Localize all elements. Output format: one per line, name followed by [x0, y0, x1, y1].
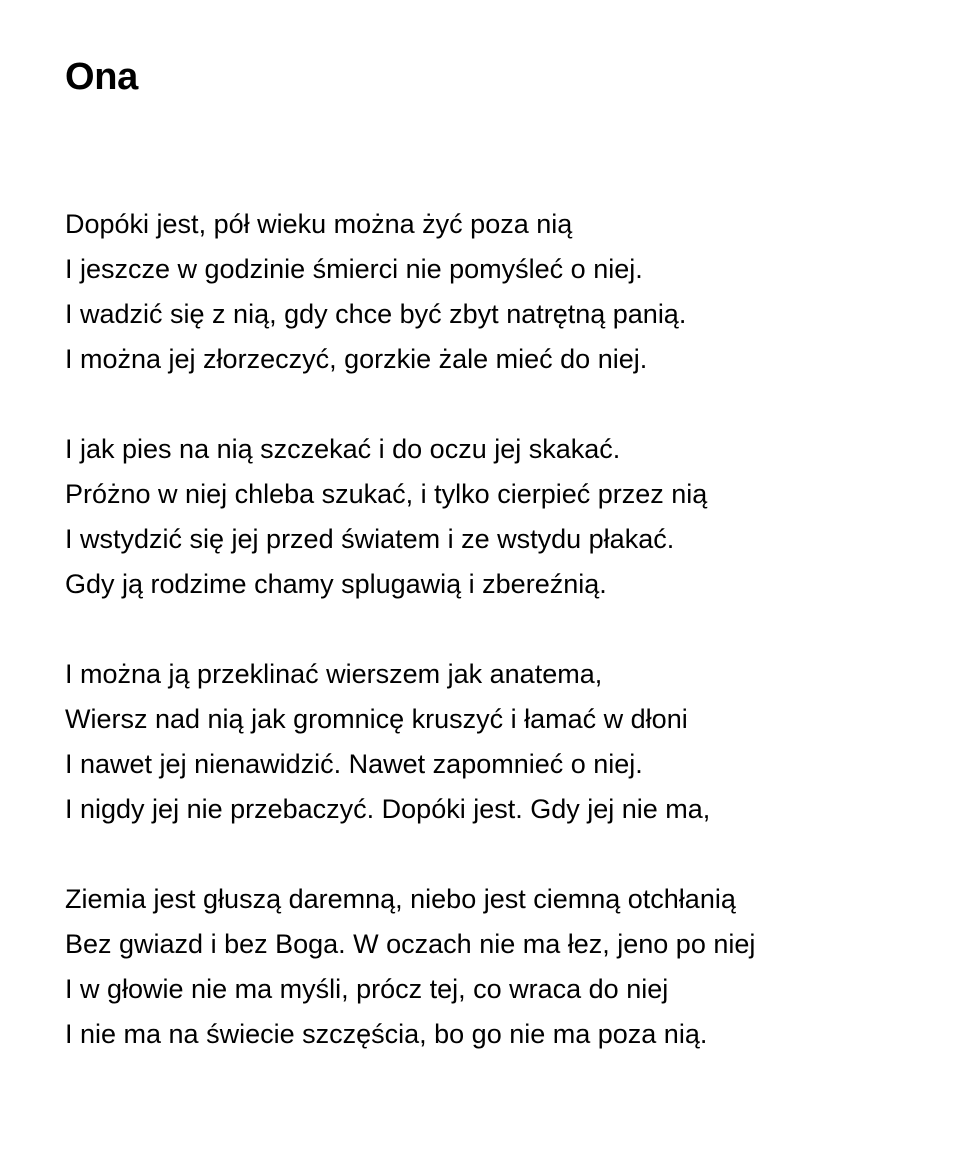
poem-line: Bez gwiazd i bez Boga. W oczach nie ma łez, jeno po niej	[65, 929, 756, 959]
poem-line: I można ją przeklinać wierszem jak anatema,	[65, 659, 603, 689]
poem-line: I w głowie nie ma myśli, prócz tej, co wraca do niej	[65, 974, 669, 1004]
poem-line: I nigdy jej nie przebaczyć. Dopóki jest. Gdy jej nie ma,	[65, 794, 711, 824]
poem-line: I jak pies na nią szczekać i do oczu jej skakać.	[65, 434, 621, 464]
stanza-4	[65, 877, 972, 1057]
poem-line: Próżno w niej chleba szukać, i tylko cierpieć przez nią	[65, 479, 708, 509]
poem-line: Ziemia jest głuszą daremną, niebo jest ciemną otchłanią	[65, 884, 736, 914]
poem-line: I nie ma na świecie szczęścia, bo go nie ma poza nią.	[65, 1019, 708, 1049]
poem-line: Dopóki jest, pół wieku można żyć poza nią	[65, 209, 573, 239]
poem-line: I można jej złorzeczyć, gorzkie żale mieć do niej.	[65, 344, 648, 374]
poem-line: I jeszcze w godzinie śmierci nie pomyśleć o niej.	[65, 254, 643, 284]
poem-body	[65, 202, 972, 1057]
stanza-2	[65, 427, 972, 607]
poem-line: Wiersz nad nią jak gromnicę kruszyć i łamać w dłoni	[65, 704, 688, 734]
poem-line: I nawet jej nienawidzić. Nawet zapomnieć o niej.	[65, 749, 643, 779]
stanza-3	[65, 652, 972, 832]
poem-line: I wadzić się z nią, gdy chce być zbyt natrętną panią.	[65, 299, 687, 329]
poem-title: Ona	[65, 56, 139, 98]
poem-line: I wstydzić się jej przed światem i ze wstydu płakać.	[65, 524, 675, 554]
stanza-1	[65, 202, 972, 382]
poem-line: Gdy ją rodzime chamy splugawią i zbereźnią.	[65, 569, 607, 599]
